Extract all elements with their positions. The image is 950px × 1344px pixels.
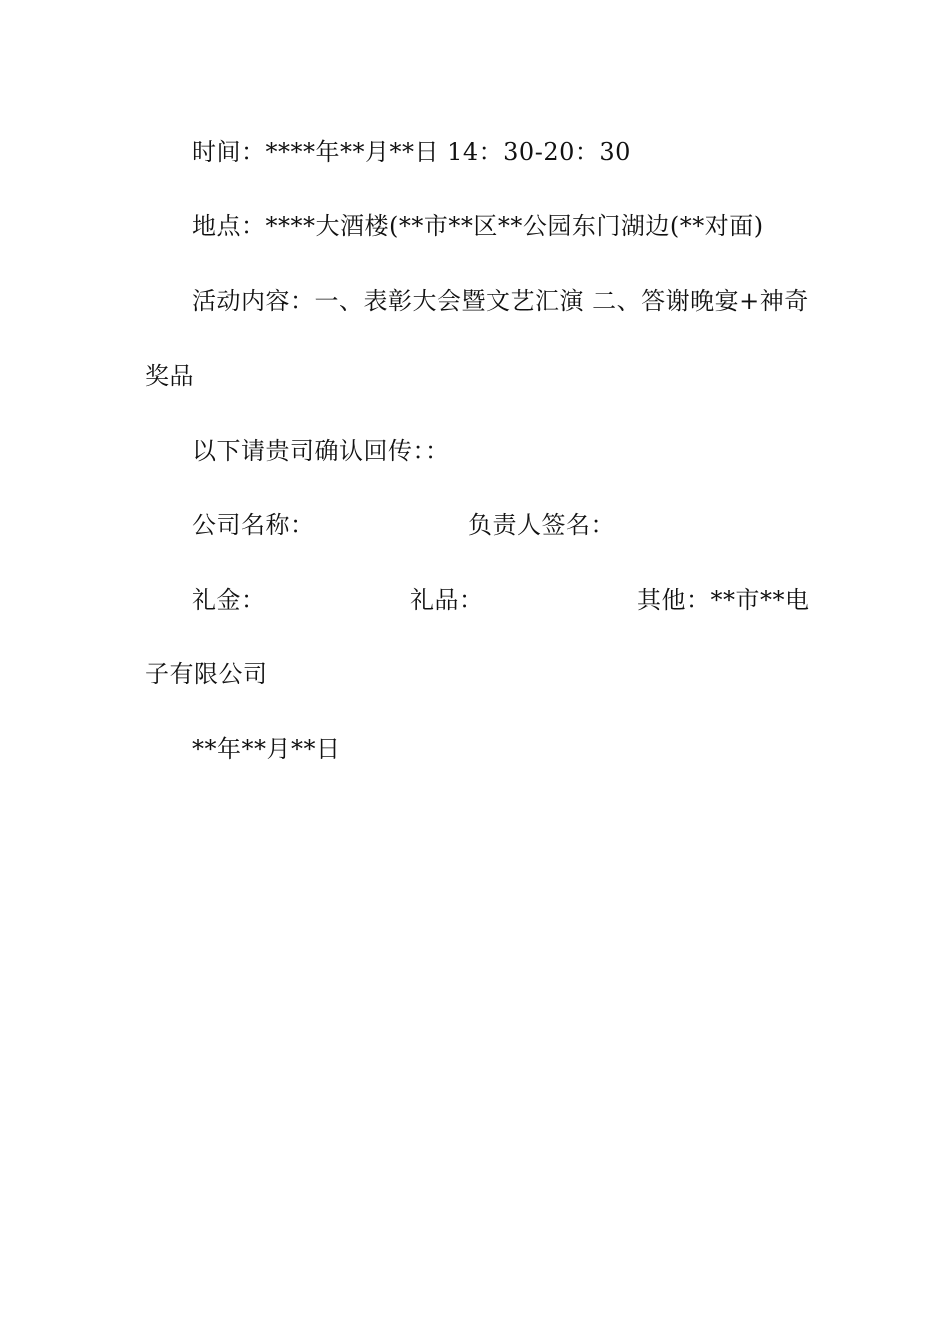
event-content-text: 活动内容：一、表彰大会暨文艺汇演 二、答谢晚宴+神奇: [192, 287, 809, 315]
issuer-company-text: 子有限公司: [145, 660, 268, 688]
document-date-text: **年**月**日: [192, 735, 341, 763]
other-label: 其他：**市**电: [637, 586, 810, 614]
confirm-request-text: 以下请贵司确认回传：：: [192, 437, 450, 465]
event-content-continuation: 奖品: [145, 362, 194, 390]
event-time-text: 时间：****年**月**日 14：30-20：30: [192, 138, 631, 166]
company-name-label: 公司名称：: [192, 511, 315, 539]
cash-gift-label: 礼金：: [192, 586, 266, 614]
gift-label: 礼品：: [410, 586, 484, 614]
event-place-text: 地点：****大酒楼(**市**区**公园东门湖边(**对面): [192, 212, 764, 240]
signature-label: 负责人签名：: [468, 511, 615, 539]
